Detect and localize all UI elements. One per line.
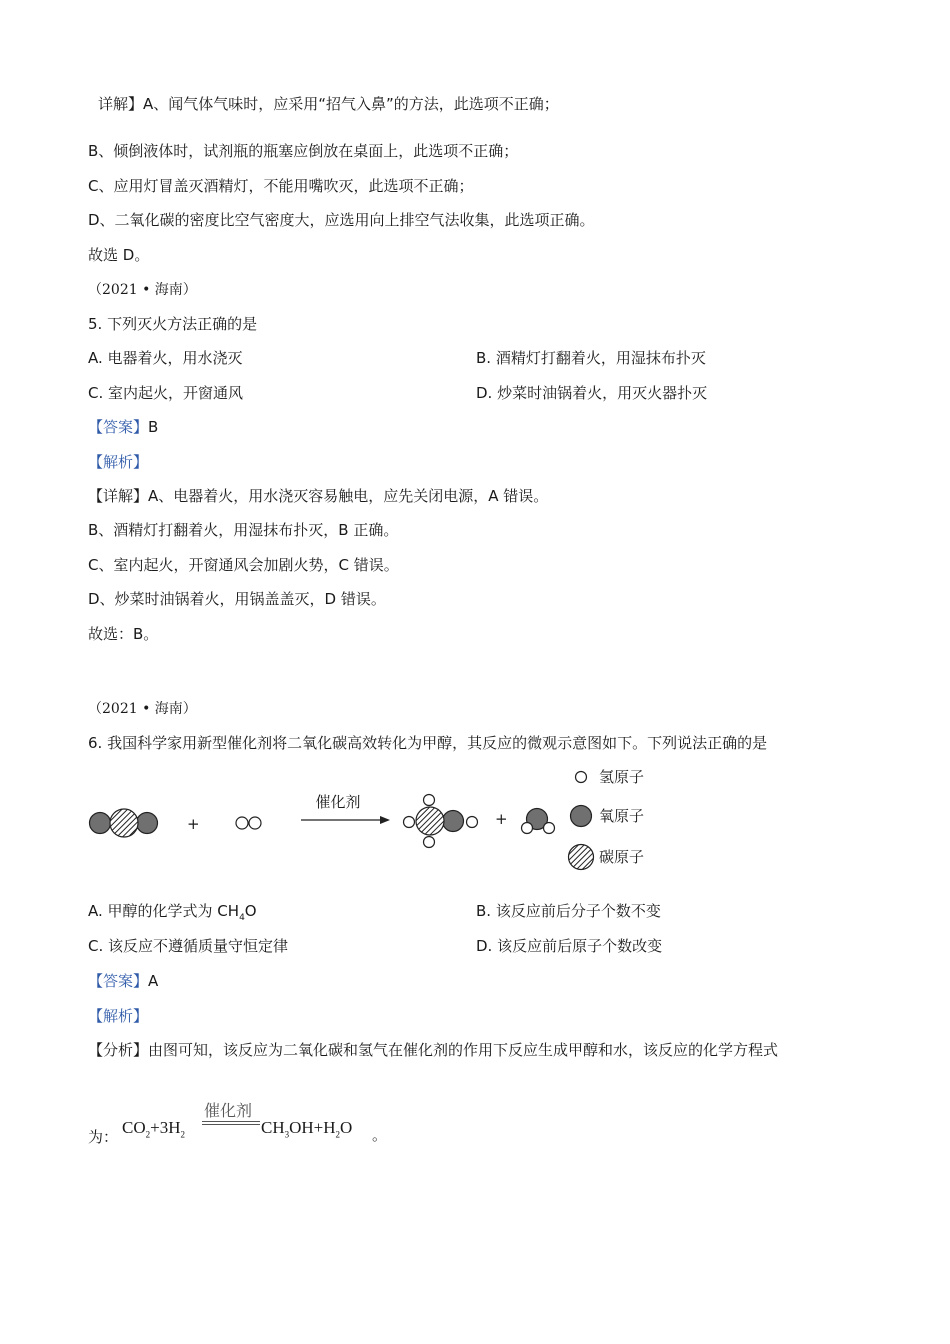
- hydrogen-atom: [424, 837, 435, 848]
- oxygen-atom: [90, 813, 111, 834]
- chemical-equation: [88, 1098, 488, 1148]
- h2-molecule: [236, 817, 261, 829]
- equation-prefix: 为：: [88, 1128, 119, 1146]
- q4-detail-a: 详解】A、闻气体气味时，应采用“招气入鼻”的方法，此选项不正确；: [98, 95, 559, 113]
- co2-text: CO: [122, 1118, 146, 1137]
- legend-oxygen-icon: [571, 806, 592, 827]
- equation-condition: 催化剂: [204, 1101, 253, 1120]
- q5-conclusion: 故选：B。: [88, 625, 159, 643]
- q6-option-b: B. 该反应前后分子个数不变: [476, 902, 661, 920]
- water-molecule: [522, 809, 555, 834]
- co2-molecule: [90, 809, 158, 837]
- oh-text: OH+H: [289, 1118, 336, 1137]
- h2-sub: 2: [180, 1129, 185, 1140]
- q5-stem: 5. 下列灭火方法正确的是: [88, 315, 258, 333]
- q6-answer: A: [148, 972, 159, 990]
- ch3-sub: 3: [284, 1129, 290, 1140]
- h2-text: +3H: [150, 1118, 181, 1137]
- q6-option-a-sub: 4: [239, 913, 245, 923]
- hydrogen-atom: [424, 795, 435, 806]
- q5-option-d: D. 炒菜时油锅着火，用灭火器扑灭: [476, 384, 708, 402]
- q5-detail-d: D、炒菜时油锅着火，用锅盖盖灭，D 错误。: [88, 590, 386, 608]
- legend-oxygen-label: 氧原子: [599, 807, 645, 825]
- q6-source: （2021 • 海南）: [88, 701, 197, 717]
- hydrogen-atom: [249, 817, 261, 829]
- q5-source: （2021 • 海南）: [88, 282, 197, 298]
- q5-answer-row: [88, 417, 158, 437]
- ch3-text: CH: [261, 1118, 285, 1137]
- q5-option-b: B. 酒精灯打翻着火，用湿抹布扑灭: [476, 349, 706, 367]
- q6-answer-row: [88, 971, 158, 991]
- hydrogen-atom: [404, 817, 415, 828]
- q6-option-c: C. 该反应不遵循质量守恒定律: [88, 937, 289, 955]
- legend-hydrogen-label: 氢原子: [599, 768, 645, 786]
- hydrogen-atom: [522, 823, 533, 834]
- q4-detail-d: D、二氧化碳的密度比空气密度大，应选用向上排空气法收集，此选项正确。: [88, 211, 595, 229]
- q6-analysis-label: 【解析】: [88, 1007, 149, 1025]
- q5-detail-c: C、室内起火，开窗通风会加剧火势，C 错误。: [88, 556, 399, 574]
- arrow-head-icon: [380, 816, 390, 824]
- q5-option-c: C. 室内起火，开窗通风: [88, 384, 244, 402]
- q4-detail-c: C、应用灯冒盖灭酒精灯，不能用嘴吹灭，此选项不正确；: [88, 177, 474, 195]
- equation-products: [261, 1118, 352, 1139]
- h2o-sub: 2: [335, 1129, 341, 1140]
- legend-carbon-label: 碳原子: [599, 848, 645, 866]
- plus-sign-2: +: [495, 810, 508, 828]
- equation-end: 。: [372, 1126, 388, 1144]
- q5-analysis-label: 【解析】: [88, 453, 149, 471]
- q6-option-d: D. 该反应前后原子个数改变: [476, 937, 663, 955]
- q6-analysis: 【分析】由图可知，该反应为二氧化碳和氢气在催化剂的作用下反应生成甲醇和水，该反应的化学方程式: [88, 1041, 779, 1059]
- legend: [569, 768, 645, 870]
- q4-detail-b: B、倾倒液体时，试剂瓶的瓶塞应倒放在桌面上，此选项不正确；: [88, 142, 519, 160]
- legend-carbon-icon: [569, 845, 594, 870]
- q5-detail-b: B、酒精灯打翻着火，用湿抹布扑灭，B 正确。: [88, 521, 399, 539]
- hydrogen-atom: [544, 823, 555, 834]
- reaction-diagram: [80, 760, 700, 890]
- plus-sign-1: +: [187, 815, 200, 833]
- q5-answer-label: 【答案】: [88, 418, 149, 436]
- q6-stem: 6. 我国科学家用新型催化剂将二氧化碳高效转化为甲醇，其反应的微观示意图如下。下列说法正确的是: [88, 734, 768, 752]
- carbon-atom: [110, 809, 138, 837]
- legend-hydrogen-icon: [576, 772, 587, 783]
- q5-answer: B: [148, 418, 159, 436]
- hydrogen-atom: [467, 817, 478, 828]
- equation-double-line: [202, 1121, 260, 1125]
- q5-detail-a: 【详解】A、电器着火，用水浇灭容易触电，应先关闭电源，A 错误。: [88, 487, 549, 505]
- co2-sub: 2: [145, 1129, 151, 1140]
- equation-reactants: [122, 1118, 185, 1139]
- q5-option-a: A. 电器着火，用水浇灭: [88, 349, 243, 367]
- hydrogen-atom: [236, 817, 248, 829]
- oxygen-atom: [443, 811, 464, 832]
- o-text: O: [340, 1118, 353, 1137]
- q6-option-a: [88, 901, 257, 928]
- oxygen-atom: [137, 813, 158, 834]
- catalyst-label: 催化剂: [315, 793, 361, 811]
- q6-option-a-text: A. 甲醇的化学式为 CH: [88, 902, 240, 920]
- carbon-atom: [416, 807, 444, 835]
- q6-option-a-suffix: O: [244, 902, 257, 920]
- q6-answer-label: 【答案】: [88, 972, 149, 990]
- methanol-molecule: [404, 795, 478, 848]
- q4-conclusion: 故选 D。: [88, 246, 150, 264]
